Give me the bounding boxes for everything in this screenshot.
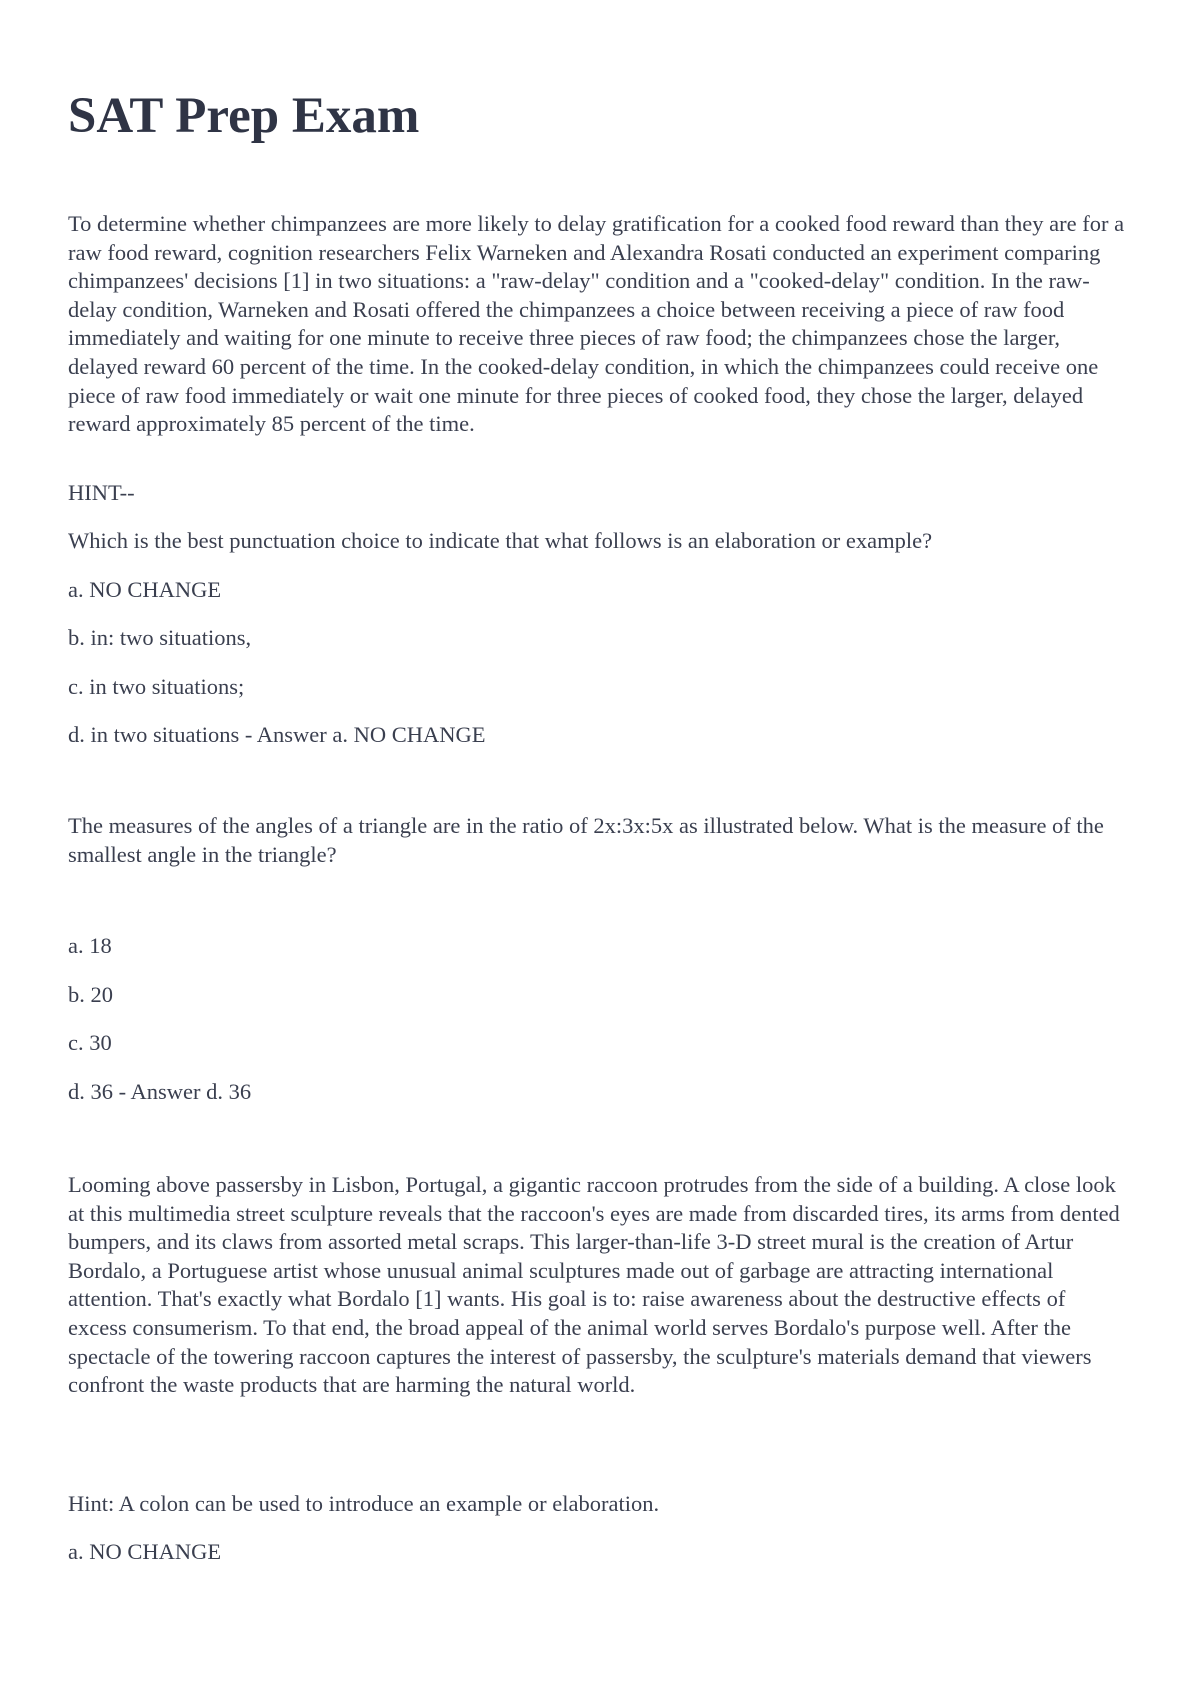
q1-hint: HINT-- xyxy=(68,480,135,505)
q3-option-a: a. NO CHANGE xyxy=(68,1539,222,1564)
q1-question: Which is the best punctuation choice to indicate that what follows is an elaboration or example? xyxy=(68,528,933,553)
q3-hint: Hint: A colon can be used to introduce an example or elaboration. xyxy=(68,1491,660,1516)
q1-option-a: a. NO CHANGE xyxy=(68,577,222,602)
q2-option-c: c. 30 xyxy=(68,1030,112,1055)
page-title: SAT Prep Exam xyxy=(68,88,420,144)
q2-option-d: d. 36 - Answer d. 36 xyxy=(68,1079,252,1104)
q1-option-c: c. in two situations; xyxy=(68,674,245,699)
q1-passage: To determine whether chimpanzees are more likely to delay gratification for a cooked food reward than they are for a raw food reward, cognition researchers Felix Warneken and Alexandra Rosati conducted an experiment comparing chimpanzees' decisions [1] in two situations: a "raw-delay" condition and a "cooked-delay" condition. In the raw-delay condition, Warneken and Rosati offered the chimpanzees a choice between receiving a piece of raw food immediately and waiting for one minute to receive three pieces of raw food; the chimpanzees chose the larger, delayed reward 60 percent of the time. In the cooked-delay condition, in which the chimpanzees could receive one piece of raw food immediately or wait one minute for three pieces of cooked food, they chose the larger, delayed reward approximately 85 percent of the time. xyxy=(68,211,1125,437)
q2-question: The measures of the angles of a triangle are in the ratio of 2x:3x:5x as illustrated below. What is the measure of the smallest angle in the triangle? xyxy=(68,813,1104,867)
q1-option-b: b. in: two situations, xyxy=(68,625,252,650)
q1-option-d: d. in two situations - Answer a. NO CHANGE xyxy=(68,722,486,747)
q2-option-a: a. 18 xyxy=(68,933,112,958)
q3-passage: Looming above passersby in Lisbon, Portugal, a gigantic raccoon protrudes from the side of a building. A close look at this multimedia street sculpture reveals that the raccoon's eyes are made from discarded tires, its arms from dented bumpers, and its claws from assorted metal scraps. This larger-than-life 3-D street mural is the creation of Artur Bordalo, a Portuguese artist whose unusual animal sculptures made out of garbage are attracting international attention. That's exactly what Bordalo [1] wants. His goal is to: raise awareness about the destructive effects of excess consumerism. To that end, the broad appeal of the animal world serves Bordalo's purpose well. After the spectacle of the towering raccoon captures the interest of passersby, the sculpture's materials demand that viewers confront the waste products that are harming the natural world. xyxy=(68,1172,1120,1398)
q2-option-b: b. 20 xyxy=(68,982,113,1007)
